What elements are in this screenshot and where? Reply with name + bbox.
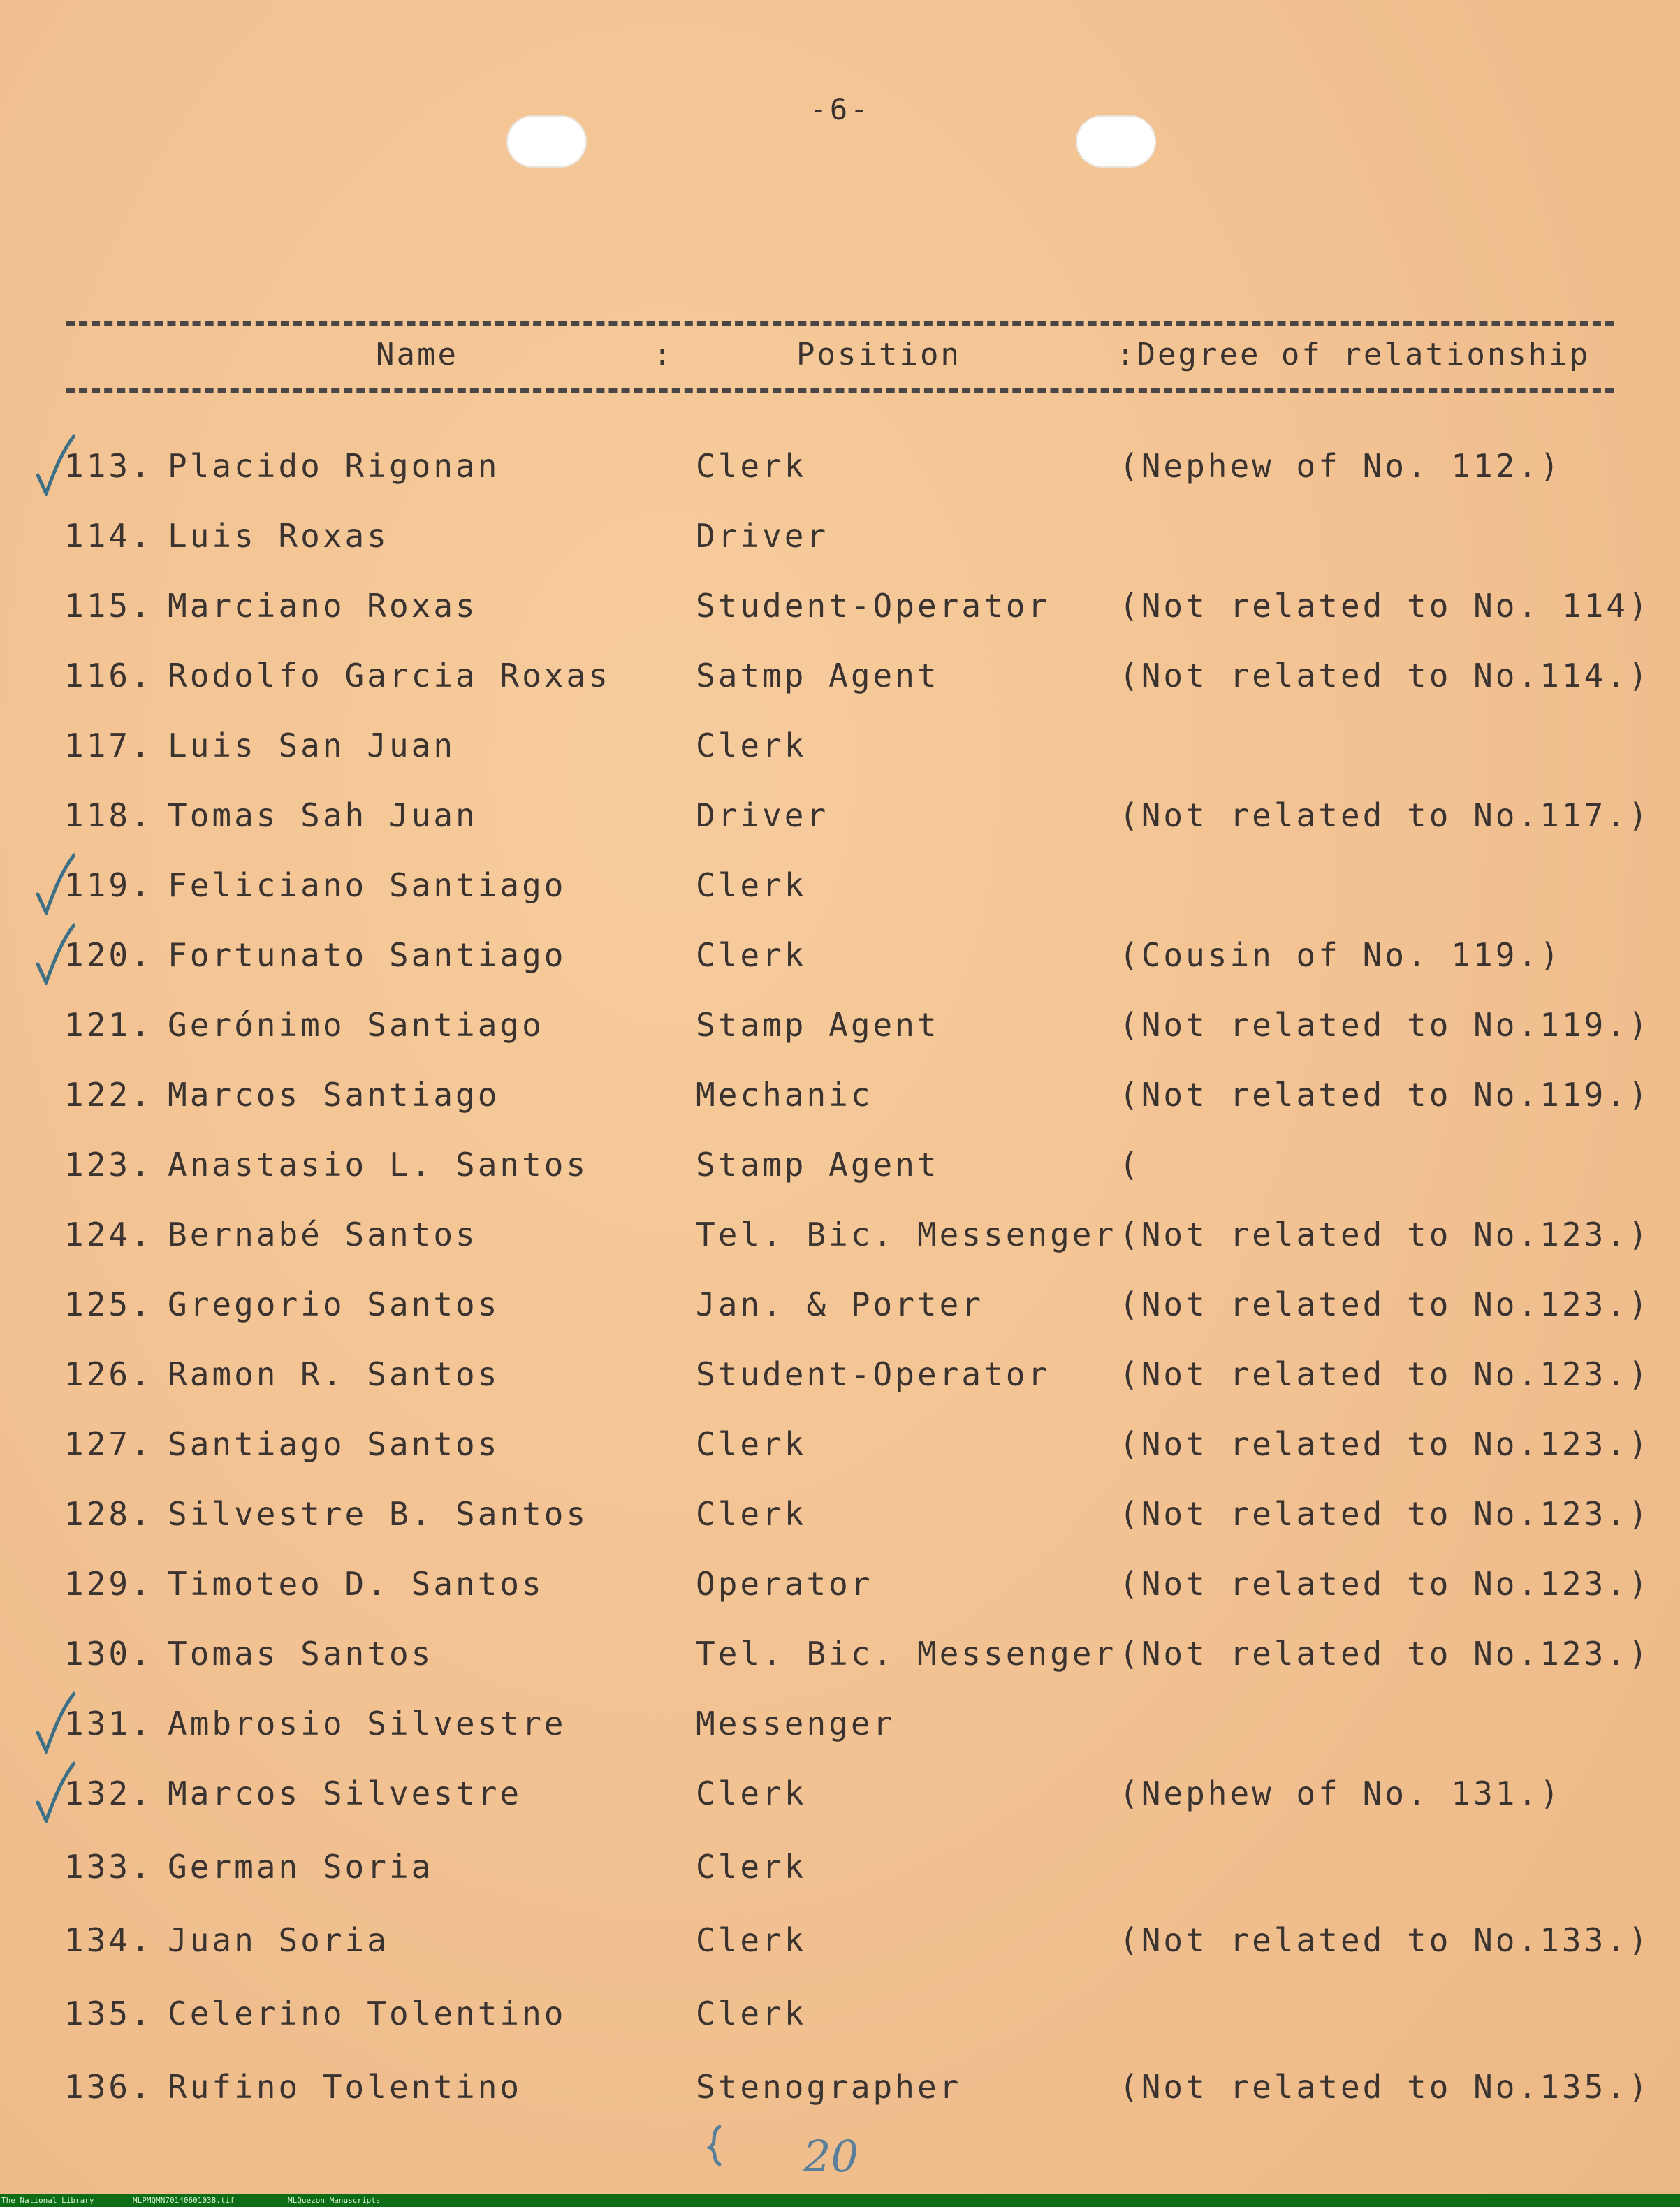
relationship-note: (Not related to No.114.) bbox=[1119, 657, 1651, 694]
relationship-note: (Not related to No.119.) bbox=[1119, 1076, 1651, 1114]
employee-position: Stamp Agent bbox=[696, 1146, 940, 1183]
employee-position: Satmp Agent bbox=[696, 657, 940, 694]
handwritten-bracket-mark bbox=[704, 2124, 725, 2166]
table-row bbox=[0, 1775, 1680, 1830]
employee-name: Marcos Santiago bbox=[168, 1076, 500, 1114]
table-row bbox=[0, 796, 1680, 852]
employee-position: Clerk bbox=[696, 1995, 807, 2032]
employee-name: Ambrosio Silvestre bbox=[168, 1705, 567, 1742]
row-number: 116. bbox=[64, 657, 153, 694]
row-number: 131. bbox=[64, 1705, 153, 1742]
table-row bbox=[0, 1848, 1680, 1904]
employee-name: Anastasio L. Santos bbox=[168, 1146, 589, 1183]
employee-name: Rodolfo Garcia Roxas bbox=[168, 657, 611, 694]
employee-name: Luis Roxas bbox=[168, 517, 389, 555]
row-number: 120. bbox=[64, 936, 153, 974]
table-row bbox=[0, 1635, 1680, 1691]
checkmark-icon bbox=[34, 1761, 75, 1823]
page-number: -6- bbox=[809, 92, 871, 126]
checkmark-icon bbox=[34, 433, 75, 496]
employee-position: Clerk bbox=[696, 866, 807, 904]
relationship-note: ( bbox=[1119, 1146, 1141, 1183]
table-row bbox=[0, 447, 1680, 503]
relationship-note: (Not related to No.123.) bbox=[1119, 1495, 1651, 1533]
checkmark-icon bbox=[34, 1691, 75, 1754]
row-number: 117. bbox=[64, 727, 153, 764]
column-header-separator: : bbox=[653, 337, 674, 372]
relationship-note: (Cousin of No. 119.) bbox=[1119, 936, 1562, 974]
checkmark-icon bbox=[34, 922, 75, 985]
relationship-note: (Not related to No.135.) bbox=[1119, 2068, 1651, 2106]
table-row bbox=[0, 657, 1680, 713]
employee-name: Bernabé Santos bbox=[168, 1216, 478, 1253]
employee-name: Silvestre B. Santos bbox=[168, 1495, 589, 1533]
employee-name: Marciano Roxas bbox=[168, 587, 478, 625]
table-row bbox=[0, 727, 1680, 782]
checkmark-icon bbox=[34, 852, 75, 915]
table-row bbox=[0, 1216, 1680, 1272]
row-number: 119. bbox=[64, 866, 153, 904]
punch-hole-right bbox=[1076, 115, 1156, 168]
column-header-relationship: :Degree of relationship bbox=[1116, 337, 1591, 372]
row-number: 132. bbox=[64, 1775, 153, 1812]
table-row bbox=[0, 1705, 1680, 1761]
employee-name: Gerónimo Santiago bbox=[168, 1006, 544, 1044]
employee-position: Tel. Bic. Messenger bbox=[696, 1635, 1117, 1673]
header-divider-bottom bbox=[66, 388, 1614, 393]
table-row bbox=[0, 936, 1680, 992]
employee-name: Luis San Juan bbox=[168, 727, 456, 764]
relationship-note: (Not related to No.123.) bbox=[1119, 1355, 1651, 1393]
employee-name: Juan Soria bbox=[168, 1921, 389, 1959]
archive-footer-bar bbox=[0, 2194, 1680, 2207]
relationship-note: (Not related to No.123.) bbox=[1119, 1216, 1651, 1253]
employee-position: Clerk bbox=[696, 1495, 807, 1533]
footer-library: The National Library bbox=[1, 2196, 94, 2205]
row-number: 135. bbox=[64, 1995, 153, 2032]
employee-name: Feliciano Santiago bbox=[168, 866, 567, 904]
column-header-position: Position bbox=[796, 337, 961, 372]
employee-name: Ramon R. Santos bbox=[168, 1355, 500, 1393]
table-row bbox=[0, 1921, 1680, 1977]
table-row bbox=[0, 1285, 1680, 1341]
employee-name: Gregorio Santos bbox=[168, 1285, 500, 1323]
relationship-note: (Not related to No.117.) bbox=[1119, 796, 1651, 834]
handwritten-page-count: 20 bbox=[803, 2131, 859, 2182]
row-number: 114. bbox=[64, 517, 153, 555]
table-row bbox=[0, 1006, 1680, 1062]
row-number: 115. bbox=[64, 587, 153, 625]
employee-position: Clerk bbox=[696, 447, 807, 485]
table-row bbox=[0, 587, 1680, 643]
employee-position: Clerk bbox=[696, 1848, 807, 1886]
employee-position: Driver bbox=[696, 517, 829, 555]
employee-position: Driver bbox=[696, 796, 829, 834]
table-row bbox=[0, 1495, 1680, 1551]
row-number: 125. bbox=[64, 1285, 153, 1323]
employee-position: Stenographer bbox=[696, 2068, 962, 2106]
employee-position: Clerk bbox=[696, 1775, 807, 1812]
table-row bbox=[0, 866, 1680, 922]
employee-position: Operator bbox=[696, 1565, 873, 1603]
table-row bbox=[0, 2068, 1680, 2124]
row-number: 129. bbox=[64, 1565, 153, 1603]
relationship-note: (Not related to No.119.) bbox=[1119, 1006, 1651, 1044]
employee-position: Mechanic bbox=[696, 1076, 873, 1114]
employee-name: Timoteo D. Santos bbox=[168, 1565, 544, 1603]
row-number: 126. bbox=[64, 1355, 153, 1393]
relationship-note: (Not related to No.123.) bbox=[1119, 1635, 1651, 1673]
employee-position: Stamp Agent bbox=[696, 1006, 940, 1044]
row-number: 118. bbox=[64, 796, 153, 834]
table-row bbox=[0, 1076, 1680, 1132]
employee-name: Rufino Tolentino bbox=[168, 2068, 523, 2106]
employee-position: Clerk bbox=[696, 936, 807, 974]
employee-name: Placido Rigonan bbox=[168, 447, 500, 485]
column-header-name: Name bbox=[376, 337, 458, 372]
relationship-note: (Not related to No. 114) bbox=[1119, 587, 1651, 625]
employee-name: Tomas Santos bbox=[168, 1635, 434, 1673]
header-divider-top bbox=[66, 321, 1614, 326]
row-number: 122. bbox=[64, 1076, 153, 1114]
punch-hole-left bbox=[506, 115, 587, 168]
row-number: 133. bbox=[64, 1848, 153, 1886]
employee-position: Student-Operator bbox=[696, 587, 1051, 625]
footer-file: MLPMQMN70140601038.tif bbox=[133, 2196, 235, 2205]
employee-position: Messenger bbox=[696, 1705, 896, 1742]
employee-name: German Soria bbox=[168, 1848, 434, 1886]
employee-name: Tomas Sah Juan bbox=[168, 796, 478, 834]
table-row bbox=[0, 1425, 1680, 1481]
table-row bbox=[0, 1146, 1680, 1202]
employee-position: Jan. & Porter bbox=[696, 1285, 984, 1323]
row-number: 123. bbox=[64, 1146, 153, 1183]
relationship-note: (Not related to No.133.) bbox=[1119, 1921, 1651, 1959]
relationship-note: (Nephew of No. 131.) bbox=[1119, 1775, 1562, 1812]
table-row bbox=[0, 517, 1680, 573]
relationship-note: (Nephew of No. 112.) bbox=[1119, 447, 1562, 485]
relationship-note: (Not related to No.123.) bbox=[1119, 1425, 1651, 1463]
row-number: 113. bbox=[64, 447, 153, 485]
employee-position: Clerk bbox=[696, 727, 807, 764]
employee-name: Celerino Tolentino bbox=[168, 1995, 567, 2032]
employee-position: Clerk bbox=[696, 1425, 807, 1463]
table-row bbox=[0, 1565, 1680, 1621]
relationship-note: (Not related to No.123.) bbox=[1119, 1285, 1651, 1323]
employee-position: Clerk bbox=[696, 1921, 807, 1959]
employee-name: Marcos Silvestre bbox=[168, 1775, 523, 1812]
employee-name: Fortunato Santiago bbox=[168, 936, 567, 974]
relationship-note: (Not related to No.123.) bbox=[1119, 1565, 1651, 1603]
row-number: 127. bbox=[64, 1425, 153, 1463]
row-number: 124. bbox=[64, 1216, 153, 1253]
footer-collection: MLQuezon Manuscripts bbox=[288, 2196, 381, 2205]
table-row bbox=[0, 1355, 1680, 1411]
row-number: 134. bbox=[64, 1921, 153, 1959]
row-number: 128. bbox=[64, 1495, 153, 1533]
row-number: 130. bbox=[64, 1635, 153, 1673]
employee-name: Santiago Santos bbox=[168, 1425, 500, 1463]
employee-position: Student-Operator bbox=[696, 1355, 1051, 1393]
row-number: 121. bbox=[64, 1006, 153, 1044]
table-row bbox=[0, 1995, 1680, 2051]
employee-position: Tel. Bic. Messenger bbox=[696, 1216, 1117, 1253]
row-number: 136. bbox=[64, 2068, 153, 2106]
